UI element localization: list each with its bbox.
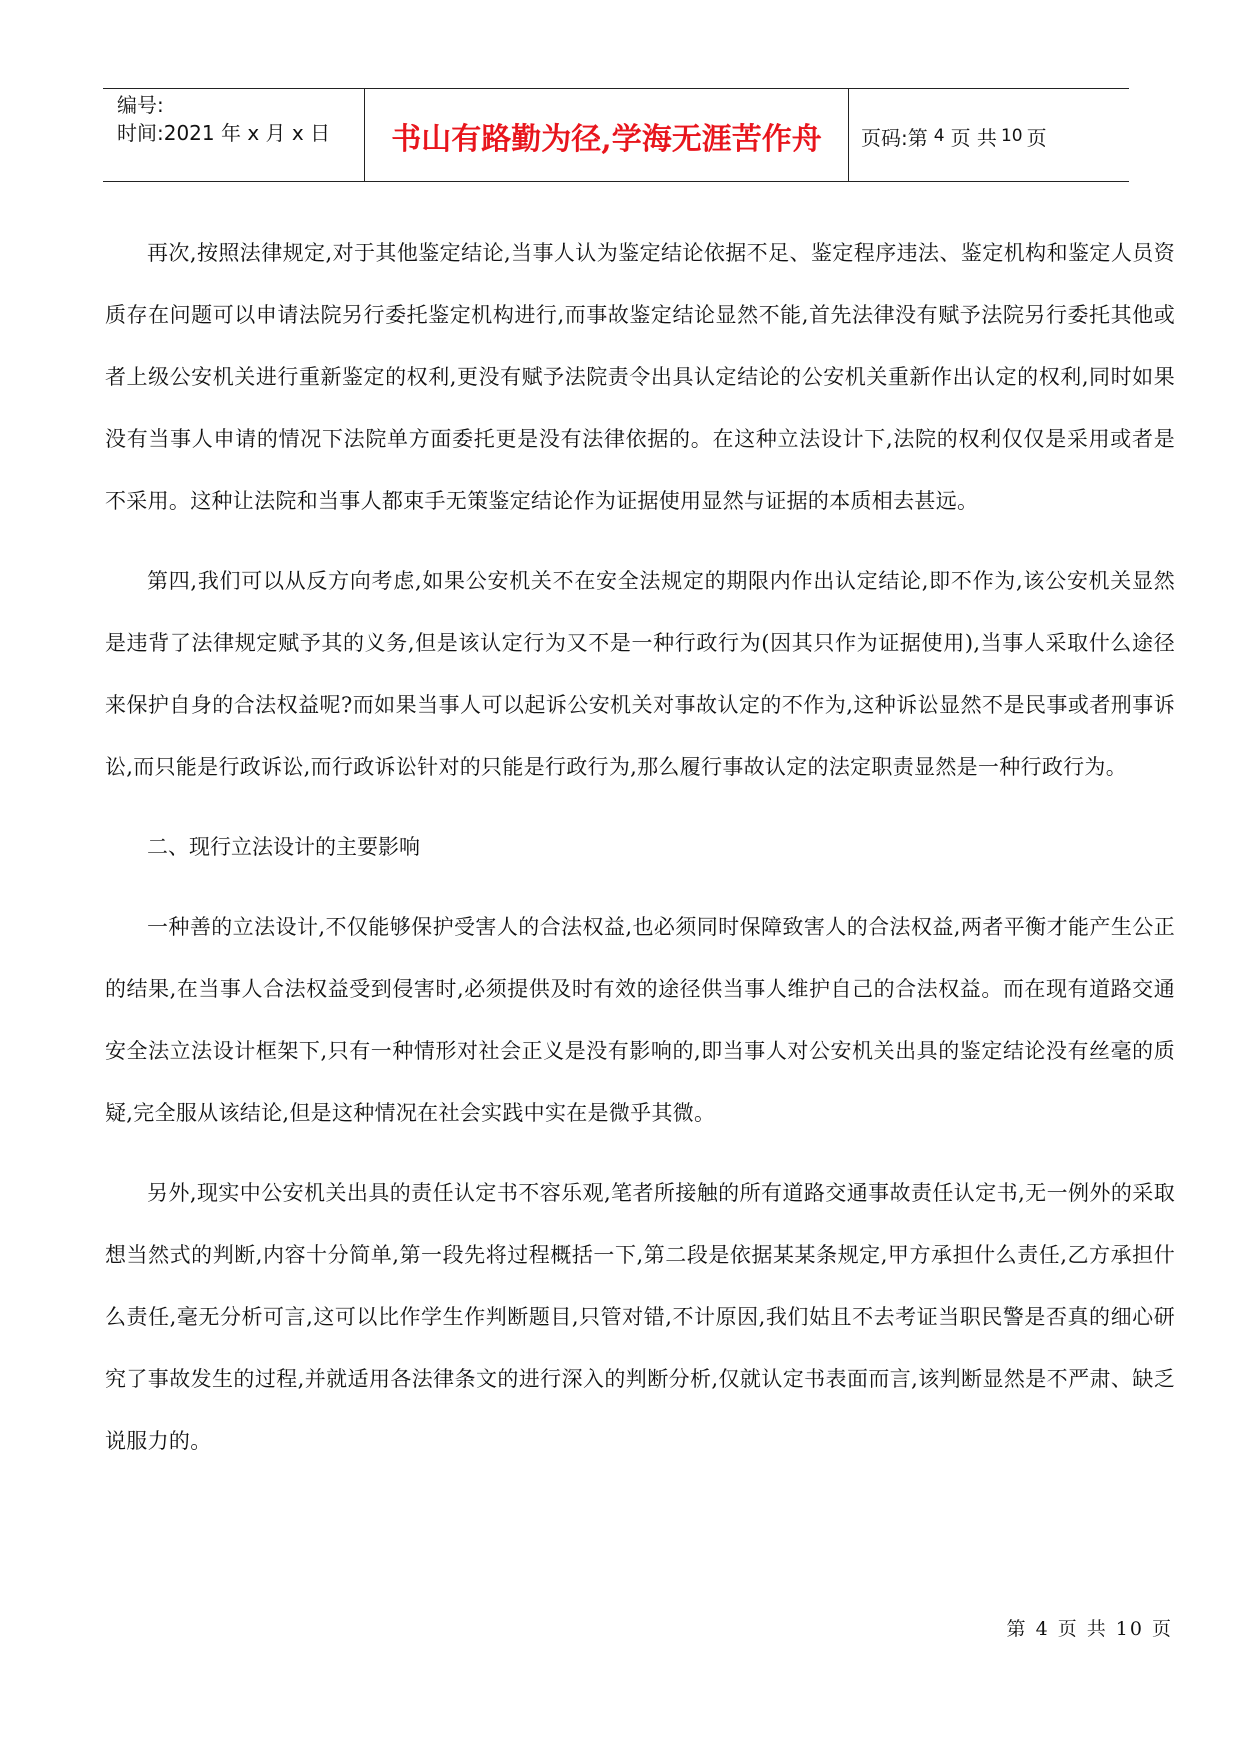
document-number-label: 编号: [117, 93, 164, 117]
page-total: 10 [1000, 126, 1023, 146]
page-current: 4 [933, 126, 945, 146]
page-label-suffix: 页 [1026, 125, 1047, 150]
page-label-mid: 页 共 [950, 125, 997, 150]
header-motto: 书山有路勤为径,学海无涯苦作舟 [365, 89, 849, 181]
paragraph: 再次,按照法律规定,对于其他鉴定结论,当事人认为鉴定结论依据不足、鉴定程序违法、鉴定机构和鉴定人员资质存在问题可以申请法院另行委托鉴定机构进行,而事故鉴定结论显然不能,首先法律没有赋予法院另行委托其他或者上级公安机关进行重新鉴定的权利,更没有赋予法院责令出具认定结论的公安机关重新作出认定的权利,同时如果没有当事人申请的情况下法院单方面委托更是没有法律依据的。在这种立法设计下,法院的权利仅仅是采用或者是不采用。这种让法院和当事人都束手无策鉴定结论作为证据使用显然与证据的本质相去甚远。 [105, 241, 1175, 513]
paragraph: 另外,现实中公安机关出具的责任认定书不容乐观,笔者所接触的所有道路交通事故责任认定书,无一例外的采取想当然式的判断,内容十分简单,第一段先将过程概括一下,第二段是依据某某条规定,甲方承担什么责任,乙方承担什么责任,毫无分析可言,这可以比作学生作判断题目,只管对错,不计原因,我们姑且不去考证当职民警是否真的细心研究了事故发生的过程,并就适用各法律条文的进行深入的判断分析,仅就认定书表面而言,该判断显然是不严肃、缺乏说服力的。 [105, 1181, 1175, 1453]
section-heading: 二、现行立法设计的主要影响 [147, 835, 420, 859]
paragraph: 一种善的立法设计,不仅能够保护受害人的合法权益,也必须同时保障致害人的合法权益,两者平衡才能产生公正的结果,在当事人合法权益受到侵害时,必须提供及时有效的途径供当事人维护自己的合法权益。而在现有道路交通安全法立法设计框架下,只有一种情形对社会正义是没有影响的,即当事人对公安机关出具的鉴定结论没有丝毫的质疑,完全服从该结论,但是这种情况在社会实践中实在是微乎其微。 [105, 915, 1175, 1125]
page-header [103, 88, 1129, 182]
page-label-prefix: 页码:第 [861, 125, 928, 150]
page-footer: 第 4 页 共 10 页 [1006, 1618, 1173, 1640]
paragraph: 第四,我们可以从反方向考虑,如果公安机关不在安全法规定的期限内作出认定结论,即不作为,该公安机关显然是违背了法律规定赋予其的义务,但是该认定行为又不是一种行政行为(因其只作为证据使用),当事人采取什么途径来保护自身的合法权益呢?而如果当事人可以起诉公安机关对事故认定的不作为,这种诉讼显然不是民事或者刑事诉讼,而只能是行政诉讼,而行政诉讼针对的只能是行政行为,那么履行事故认定的法定职责显然是一种行政行为。 [105, 569, 1175, 779]
header-page-number [849, 89, 1129, 181]
document-body [105, 222, 1175, 1472]
header-meta [103, 89, 365, 181]
document-time: 时间:2021 年 x 月 x 日 [117, 121, 331, 145]
